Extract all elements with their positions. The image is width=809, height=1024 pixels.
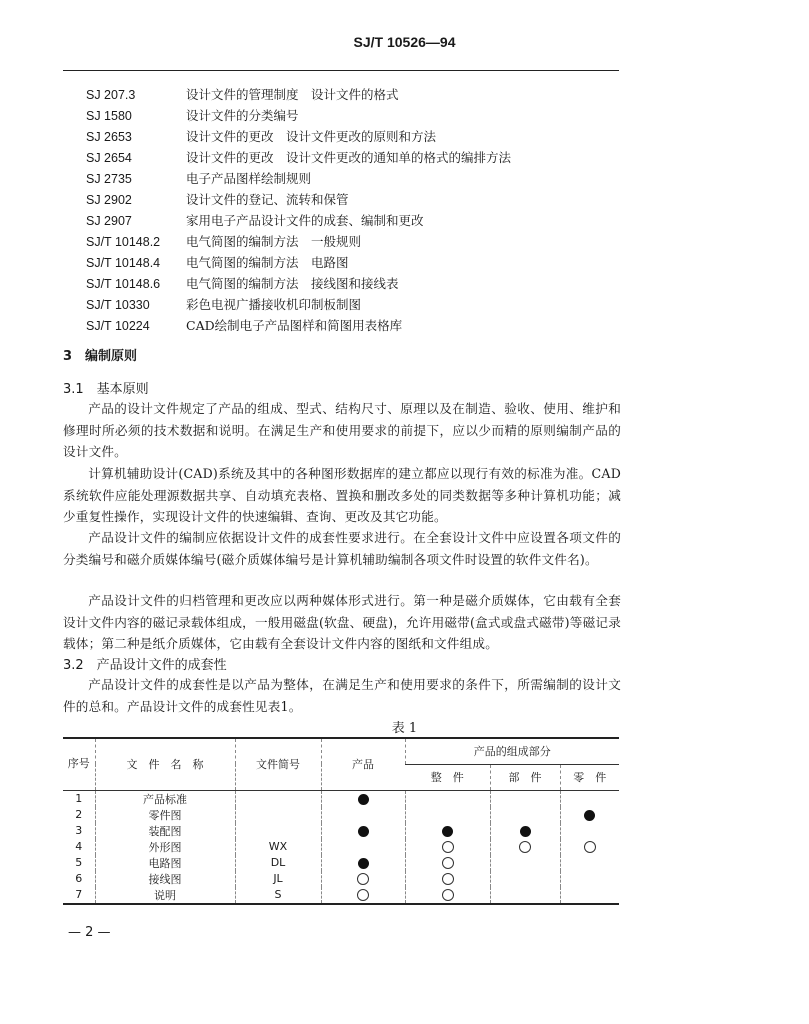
- cell-part: [560, 807, 619, 823]
- cell-no: 3: [75, 824, 83, 837]
- filled-circle-icon: [584, 810, 595, 821]
- table-row: [63, 871, 619, 887]
- reference-item: [86, 231, 511, 252]
- cell-name: 电路图: [95, 855, 235, 871]
- paragraph-4: 产品设计文件的归档管理和更改应以两种媒体形式进行。第一种是磁介质媒体，它由载有全套设计文件内容的磁记录载体组成，一般用磁盘(软盘、硬盘)，允许用磁带(盒式或盘式磁带)等磁记录载体；第二种是纸介质媒体，它由载有全套设计文件内容的图纸和文件组成。: [63, 593, 621, 651]
- header-part: 零 件: [560, 764, 619, 790]
- cell-part: [560, 839, 619, 855]
- cell-assembly: [405, 807, 490, 823]
- cell-code: [235, 823, 321, 839]
- reference-item: [86, 105, 511, 126]
- cell-assembly: [405, 855, 490, 871]
- cell-component: [490, 871, 560, 887]
- reference-code: SJ 2902: [86, 193, 132, 207]
- reference-item: [86, 315, 511, 336]
- cell-part: [560, 855, 619, 871]
- reference-title: 电气简图的编制方法 电路图: [186, 255, 349, 270]
- reference-title: 电气简图的编制方法 接线图和接线表: [186, 276, 399, 291]
- cell-component: [490, 807, 560, 823]
- cell-assembly: [405, 790, 490, 807]
- reference-item: [86, 252, 511, 273]
- table-row: [63, 807, 619, 823]
- reference-code: SJ/T 10148.2: [86, 235, 161, 249]
- cell-name: 产品标准: [95, 790, 235, 807]
- filled-circle-icon: [358, 858, 369, 869]
- reference-code: SJ 2653: [86, 130, 132, 144]
- table-body: [63, 790, 619, 904]
- section-3-heading: 3 编制原则: [63, 349, 138, 364]
- header-product: 产品: [321, 738, 405, 790]
- reference-title: 家用电子产品设计文件的成套、编制和更改: [186, 213, 424, 228]
- reference-title: 彩色电视广播接收机印制板制图: [186, 297, 362, 312]
- cell-product: [321, 839, 405, 855]
- cell-code: S: [235, 887, 321, 904]
- table-row: [63, 823, 619, 839]
- open-circle-icon: [442, 889, 454, 901]
- reference-title: 设计文件的分类编号: [186, 108, 299, 123]
- open-circle-icon: [442, 841, 454, 853]
- reference-code: SJ 2654: [86, 151, 132, 165]
- table-row: [63, 855, 619, 871]
- cell-code: JL: [235, 871, 321, 887]
- section-3-1-heading: 3.1 基本原则: [63, 382, 149, 397]
- cell-code: [235, 790, 321, 807]
- cell-product: [321, 807, 405, 823]
- cell-name: 说明: [95, 887, 235, 904]
- reference-code: SJ/T 10330: [86, 298, 150, 312]
- reference-item: [86, 210, 511, 231]
- cell-code: [235, 807, 321, 823]
- cell-product: [321, 871, 405, 887]
- cell-part: [560, 871, 619, 887]
- cell-no: 4: [75, 840, 83, 853]
- reference-item: [86, 84, 511, 105]
- page-header: SJ/T 10526—94: [353, 34, 456, 50]
- cell-component: [490, 855, 560, 871]
- cell-name: 装配图: [95, 823, 235, 839]
- cell-part: [560, 823, 619, 839]
- reference-item: [86, 273, 511, 294]
- reference-item: [86, 126, 511, 147]
- header-assembly: 整 件: [405, 764, 490, 790]
- cell-no: 2: [75, 808, 83, 821]
- cell-part: [560, 790, 619, 807]
- cell-code: WX: [235, 839, 321, 855]
- reference-code: SJ 1580: [86, 109, 132, 123]
- cell-product: [321, 887, 405, 904]
- table-caption: 表 1: [391, 721, 418, 736]
- cell-product: [321, 790, 405, 807]
- filled-circle-icon: [358, 826, 369, 837]
- cell-product: [321, 823, 405, 839]
- cell-code: DL: [235, 855, 321, 871]
- cell-component: [490, 887, 560, 904]
- cell-name: 接线图: [95, 871, 235, 887]
- header-composition: 产品的组成部分: [405, 738, 619, 764]
- reference-title: 电子产品图样绘制规则: [186, 171, 312, 186]
- paragraph-5: 产品设计文件的成套性是以产品为整体，在满足生产和使用要求的条件下，所需编制的设计文件的总和。产品设计文件的成套性见表1。: [63, 677, 621, 714]
- cell-component: [490, 790, 560, 807]
- table-row: [63, 790, 619, 807]
- page-number: — 2 —: [68, 925, 111, 940]
- cell-no: 1: [75, 792, 83, 805]
- reference-title: CAD绘制电子产品图样和简图用表格库: [186, 318, 403, 333]
- paragraph-1: 产品的设计文件规定了产品的组成、型式、结构尺寸、原理以及在制造、验收、使用、维护和修理时所必须的技术数据和说明。在满足生产和使用要求的前提下，应以少而精的原则编制产品的设计文件。: [63, 401, 621, 459]
- reference-item: [86, 168, 511, 189]
- cell-part: [560, 887, 619, 904]
- reference-item: [86, 294, 511, 315]
- open-circle-icon: [442, 857, 454, 869]
- reference-code: SJ 2735: [86, 172, 132, 186]
- reference-title: 设计文件的更改 设计文件更改的原则和方法: [186, 129, 437, 144]
- cell-assembly: [405, 823, 490, 839]
- open-circle-icon: [584, 841, 596, 853]
- header-component: 部 件: [490, 764, 560, 790]
- header-rule: [63, 70, 619, 71]
- cell-component: [490, 823, 560, 839]
- table-row: [63, 887, 619, 904]
- header-file-name: 文 件 名 称: [95, 738, 235, 790]
- section-3-2-heading: 3.2 产品设计文件的成套性: [63, 658, 227, 673]
- cell-assembly: [405, 887, 490, 904]
- cell-name: 零件图: [95, 807, 235, 823]
- cell-no: 5: [75, 856, 83, 869]
- paragraph-2: 计算机辅助设计(CAD)系统及其中的各种图形数据库的建立都应以现行有效的标准为准。CAD系统软件应能处理源数据共享、自动填充表格、置换和删改多处的同类数据等多种计算机功能；减少重复性操作，实现设计文件的快速编辑、查询、更改及其它功能。: [63, 466, 621, 524]
- cell-product: [321, 855, 405, 871]
- reference-title: 设计文件的登记、流转和保管: [186, 192, 349, 207]
- open-circle-icon: [442, 873, 454, 885]
- cell-name: 外形图: [95, 839, 235, 855]
- filled-circle-icon: [520, 826, 531, 837]
- table-row: [63, 839, 619, 855]
- reference-code: SJ/T 10148.4: [86, 256, 161, 270]
- reference-item: [86, 147, 511, 168]
- cell-component: [490, 839, 560, 855]
- header-seq: 序号: [63, 738, 95, 790]
- reference-code: SJ/T 10148.6: [86, 277, 161, 291]
- cell-assembly: [405, 839, 490, 855]
- filled-circle-icon: [442, 826, 453, 837]
- filled-circle-icon: [358, 794, 369, 805]
- reference-code: SJ 2907: [86, 214, 132, 228]
- document-set-table: [63, 737, 619, 905]
- open-circle-icon: [357, 873, 369, 885]
- header-file-code: 文件简号: [235, 738, 321, 790]
- reference-code: SJ/T 10224: [86, 319, 150, 333]
- open-circle-icon: [519, 841, 531, 853]
- reference-code: SJ 207.3: [86, 88, 136, 102]
- reference-title: 设计文件的更改 设计文件更改的通知单的格式的编排方法: [186, 150, 512, 165]
- cell-assembly: [405, 871, 490, 887]
- reference-item: [86, 189, 511, 210]
- paragraph-3: 产品设计文件的编制应依据设计文件的成套性要求进行。在全套设计文件中应设置各项文件的分类编号和磁介质媒体编号(磁介质媒体编号是计算机辅助编制各项文件时设置的软件文件名)。: [63, 530, 621, 567]
- open-circle-icon: [357, 889, 369, 901]
- normative-references-list: [86, 84, 511, 336]
- cell-no: 7: [63, 887, 95, 904]
- reference-title: 设计文件的管理制度 设计文件的格式: [186, 87, 399, 102]
- cell-no: 6: [75, 872, 83, 885]
- reference-title: 电气简图的编制方法 一般规则: [186, 234, 362, 249]
